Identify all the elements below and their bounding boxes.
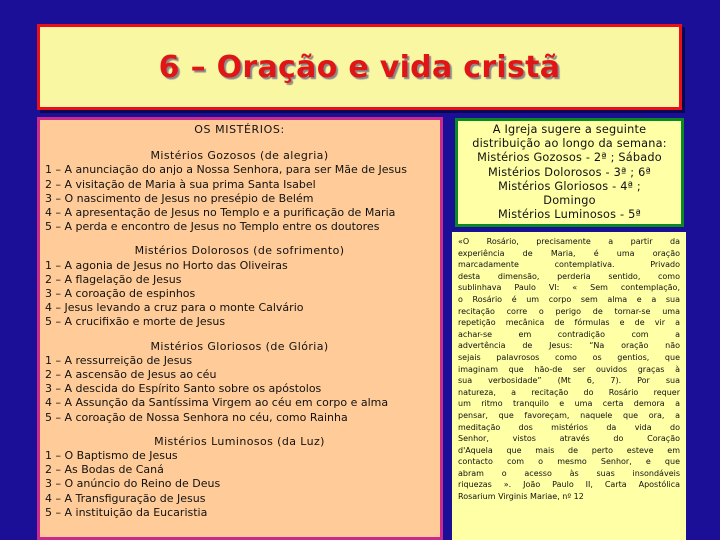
quote-line: Senhor, vistos através do Coração	[458, 434, 680, 444]
quote-line: um ritmo tranquilo e uma certa demora a	[458, 399, 680, 409]
mysteries-panel	[37, 117, 443, 540]
quote-line: meditação dos mistérios da vida do	[458, 422, 680, 432]
mystery-item: 2 – A ascensão de Jesus ao céu	[45, 368, 217, 382]
quote-line: imaginam que hão-de ser ouvidos graças à	[458, 364, 680, 374]
mystery-item: 4 – A Transfiguração de Jesus	[45, 491, 206, 505]
quote-line: sublinhava Paulo VI: « Sem contemplação,	[458, 283, 680, 293]
mystery-item: 3 – O anúncio do Reino de Deus	[45, 477, 221, 491]
quote-line: advertência de Jesus: “Na oração não	[458, 341, 680, 351]
mystery-item: 2 – A visitação de Maria à sua prima Santa Isabel	[45, 177, 316, 191]
quote-line: recitação corre o perigo de tornar-se uma	[458, 306, 680, 316]
weekly-distribution-box	[455, 118, 684, 227]
mystery-item: 5 – A coroação de Nossa Senhora no céu, como Rainha	[45, 410, 348, 424]
mystery-group	[45, 244, 434, 329]
mystery-group	[45, 340, 434, 425]
quote-line: o Rosário é um corpo sem alma e a sua	[458, 294, 680, 304]
mystery-item: 3 – O nascimento de Jesus no presépio de Belém	[45, 191, 314, 205]
mystery-item: 3 – A descida do Espírito Santo sobre os apóstolos	[45, 382, 322, 396]
quote-line: contacto com o mesmo Senhor, e que	[458, 457, 680, 467]
mystery-item: 4 – A Assunção da Santíssima Virgem ao céu em corpo e alma	[45, 396, 389, 410]
mystery-group	[45, 435, 434, 520]
mystery-item: 1 – A agonia de Jesus no Horto das Oliveiras	[45, 258, 288, 272]
mystery-group-title: Mistérios Luminosos (da Luz)	[154, 434, 325, 448]
quote-line: marcadamente contemplativa. Privado	[458, 260, 680, 270]
mystery-item: 5 – A crucifixão e morte de Jesus	[45, 315, 226, 329]
mystery-item: 2 – As Bodas de Caná	[45, 463, 164, 477]
quote-line: riquezas ». João Paulo II, Carta Apostólica	[458, 480, 680, 490]
mystery-group	[45, 149, 434, 234]
mystery-item: 4 – Jesus levando a cruz para o monte Calvário	[45, 301, 304, 315]
distribution-line: A Igreja sugere a seguinte	[492, 123, 647, 136]
mysteries-groups	[45, 149, 434, 520]
distribution-line: Domingo	[543, 194, 596, 208]
quote-line: desta dimensão, perderia sentido, como	[458, 271, 680, 281]
mystery-group-title: Mistérios Gozosos (de alegria)	[150, 149, 329, 163]
mystery-item: 1 – A anunciação do anjo a Nossa Senhora, para ser Mãe de Jesus	[45, 163, 407, 177]
mystery-item: 5 – A perda e encontro de Jesus no Templo entre os doutores	[45, 220, 380, 234]
mystery-item: 2 – A flagelação de Jesus	[45, 272, 182, 286]
mystery-item: 1 – O Baptismo de Jesus	[45, 449, 178, 463]
mystery-item: 3 – A coroação de espinhos	[45, 287, 196, 301]
title-box	[37, 24, 682, 110]
quote-line: sejais palavrosos como os gentios, que	[458, 352, 680, 362]
mystery-group-title: Mistérios Dolorosos (de sofrimento)	[134, 244, 345, 258]
quote-line: d'Aquela que mais de perto esteve em	[458, 445, 680, 455]
distribution-line: Mistérios Dolorosos - 3ª ; 6ª	[487, 165, 652, 179]
slide-title: 6 – Oração e vida cristã	[158, 49, 561, 85]
mystery-item: 4 – A apresentação de Jesus no Templo e a purificação de Maria	[45, 206, 396, 220]
quote-line: Rosarium Virginis Mariae, nº 12	[458, 492, 584, 502]
mysteries-heading: OS MISTÉRIOS:	[194, 123, 285, 136]
quote-line: abram o acesso às suas insondáveis	[458, 468, 680, 478]
quote-line: achar-se em contradição com a	[458, 329, 680, 339]
quote-line: «O Rosário, precisamente a partir da	[458, 237, 680, 246]
quote-line: repetição mecânica de fórmulas e de vir a	[458, 318, 680, 328]
mystery-item: 1 – A ressurreição de Jesus	[45, 353, 193, 367]
distribution-line: Mistérios Luminosos - 5ª	[497, 208, 642, 222]
distribution-line: Mistérios Gloriosos - 4ª ;	[498, 179, 641, 193]
distribution-line: Mistérios Gozosos - 2ª ; Sábado	[477, 151, 662, 165]
mystery-group-title: Mistérios Gloriosos (de Glória)	[150, 339, 329, 353]
quote-line: experiência de Maria, é uma oração	[458, 248, 680, 258]
distribution-line: distribuição ao longo da semana:	[472, 137, 667, 151]
quote-line: pensar, que favoreçam, naquele que ora, a	[458, 410, 680, 420]
mystery-item: 5 – A instituição da Eucaristia	[45, 505, 208, 519]
quote-box	[452, 232, 686, 540]
quote-line: natureza, a recitação do Rosário requer	[458, 387, 680, 397]
quote-line: sua verbosidade” (Mt 6, 7). Por sua	[458, 376, 680, 386]
